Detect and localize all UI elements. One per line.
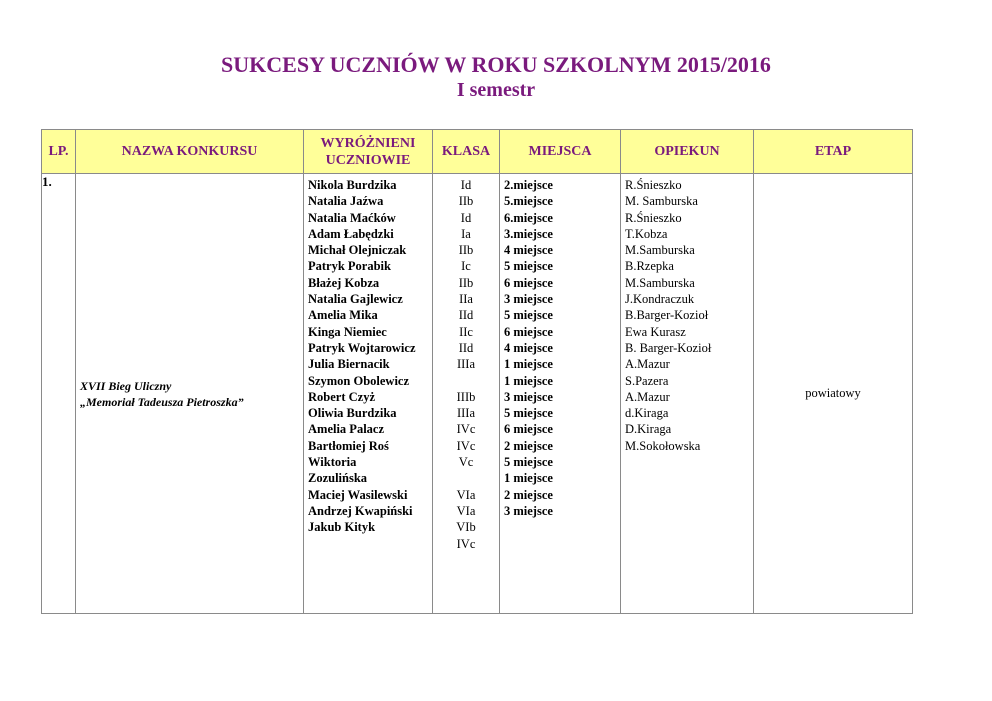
uczen-name: Robert Czyż (308, 389, 375, 404)
miejsce-value: 3 miejsce (504, 292, 553, 307)
miejsca-cell (500, 174, 621, 614)
klasa-value: IIIa (456, 357, 476, 372)
uczen-name: Kinga Niemiec (308, 324, 387, 339)
miejsce-value: 5.miejsce (504, 194, 553, 209)
uczen-name: Nikola Burdzika (308, 178, 397, 192)
header-lp: LP. (42, 130, 76, 174)
opiekun-name: D.Kiraga (625, 422, 672, 437)
miejsce-value: 1 miejsce (504, 373, 553, 388)
klasa-cell (433, 174, 500, 614)
uczen-name: Amelia Mika (308, 308, 378, 323)
opiekun-name: A.Mazur (625, 357, 670, 372)
header-row (42, 130, 913, 174)
header-miejsca: MIEJSCA (500, 130, 621, 174)
klasa-value: IId (458, 340, 474, 355)
miejsce-value: 6 miejsce (504, 275, 553, 290)
uczen-name: Zozulińska (308, 471, 368, 486)
klasa-value (433, 373, 499, 389)
opiekun-name: M. Samburska (625, 194, 698, 209)
opiekun-name: A.Mazur (625, 389, 670, 404)
konkurs-name-line1: XVII Bieg Uliczny (80, 378, 172, 393)
header-uczniowie (304, 130, 433, 174)
miejsce-value: 5 miejsce (504, 406, 553, 421)
header-uczniowie-line2: UCZNIOWIE (325, 152, 411, 168)
klasa-value: IVc (456, 422, 476, 437)
row-konkurs (76, 174, 304, 614)
klasa-value: IId (458, 308, 474, 323)
opiekun-cell (621, 174, 754, 614)
opiekun-name: B.Rzepka (625, 259, 674, 274)
table-row (42, 174, 913, 614)
opiekun-name: Ewa Kurasz (625, 324, 686, 339)
opiekun-name: M.Sokołowska (625, 438, 701, 453)
klasa-value: IVc (456, 438, 476, 453)
miejsce-value: 2 miejsce (504, 487, 553, 502)
miejsce-value: 4 miejsce (504, 243, 553, 258)
uczen-name: Maciej Wasilewski (308, 487, 408, 502)
uczen-name: Jakub Kityk (308, 520, 376, 535)
konkurs-name-line2: „Memoriał Tadeusza Pietroszka” (80, 394, 244, 409)
klasa-value: IIb (458, 275, 474, 290)
document-subtitle: I semestr (456, 79, 536, 101)
header-etap: ETAP (754, 130, 913, 174)
uczen-name: Andrzej Kwapiński (308, 503, 413, 518)
miejsce-value: 3.miejsce (504, 226, 553, 241)
opiekun-name: T.Kobza (625, 226, 668, 241)
klasa-list (433, 174, 499, 552)
miejsce-value: 2.miejsce (504, 178, 553, 192)
uczen-name: Adam Łabędzki (308, 226, 394, 241)
klasa-value: VIa (456, 503, 476, 518)
row-etap: powiatowy (754, 174, 913, 614)
uczniowie-cell (304, 174, 433, 614)
klasa-value (433, 470, 499, 486)
uczen-name: Amelia Palacz (308, 422, 385, 437)
opiekun-name: R.Śnieszko (625, 210, 682, 225)
miejsce-value: 6 miejsce (504, 422, 553, 437)
klasa-value: IVc (456, 536, 476, 551)
miejsce-value: 4 miejsce (504, 340, 553, 355)
opiekun-name: d.Kiraga (625, 406, 669, 421)
uczen-name: Oliwia Burdzika (308, 406, 397, 421)
klasa-value: Id (460, 178, 472, 192)
header-klasa: KLASA (433, 130, 500, 174)
uczen-name: Michał Olejniczak (308, 243, 407, 258)
opiekun-list (621, 174, 753, 454)
klasa-value: Id (460, 210, 472, 225)
uczen-name: Julia Biernacik (308, 357, 390, 372)
klasa-value: VIb (456, 520, 476, 535)
miejsce-value: 6.miejsce (504, 210, 553, 225)
miejsce-value: 5 miejsce (504, 455, 553, 470)
uczen-name: Natalia Maćków (308, 210, 396, 225)
uczen-name: Patryk Porabik (308, 259, 391, 274)
header-opiekun: OPIEKUN (621, 130, 754, 174)
miejsce-value: 2 miejsce (504, 438, 553, 453)
opiekun-name: J.Kondraczuk (625, 292, 695, 307)
miejsce-value: 6 miejsce (504, 324, 553, 339)
miejsce-value: 1 miejsce (504, 357, 553, 372)
klasa-value: IIIa (456, 406, 476, 421)
uczen-name: Natalia Gajlewicz (308, 292, 403, 307)
results-table (41, 129, 913, 614)
opiekun-name: M.Samburska (625, 275, 695, 290)
opiekun-name: M.Samburska (625, 243, 695, 258)
klasa-value: IIc (459, 324, 473, 339)
klasa-value: Ia (461, 226, 471, 241)
klasa-value: Vc (458, 455, 474, 470)
header-konkurs: NAZWA KONKURSU (76, 130, 304, 174)
header-uczniowie-line1: WYRÓŻNIENI (320, 135, 416, 151)
miejsce-value: 5 miejsce (504, 259, 553, 274)
uczniowie-list (304, 174, 432, 536)
uczen-name: Patryk Wojtarowicz (308, 340, 416, 355)
klasa-value: VIa (456, 487, 476, 502)
uczen-name: Szymon Obolewicz (308, 373, 410, 388)
klasa-value: IIb (458, 243, 474, 258)
miejsce-value: 3 miejsce (504, 503, 553, 518)
klasa-value: IIa (459, 292, 473, 307)
miejsce-value: 1 miejsce (504, 471, 553, 486)
row-lp: 1. (42, 174, 76, 614)
uczen-name: Natalia Jaźwa (308, 194, 384, 209)
uczen-name: Bartłomiej Roś (308, 438, 389, 453)
miejsce-value: 5 miejsce (504, 308, 553, 323)
uczen-name: Błażej Kobza (308, 275, 380, 290)
klasa-value: IIIb (456, 389, 476, 404)
miejsce-value: 3 miejsce (504, 389, 553, 404)
opiekun-name: B. Barger-Kozioł (625, 340, 712, 355)
miejsca-list (500, 174, 620, 519)
opiekun-name: S.Pazera (625, 373, 669, 388)
opiekun-name: B.Barger-Kozioł (625, 308, 709, 323)
klasa-value: Ic (461, 259, 471, 274)
document-title: SUKCESY UCZNIÓW W ROKU SZKOLNYM 2015/2016 (221, 52, 771, 77)
klasa-value: IIb (458, 194, 474, 209)
opiekun-name: R.Śnieszko (625, 178, 682, 192)
uczen-name: Wiktoria (308, 455, 357, 470)
